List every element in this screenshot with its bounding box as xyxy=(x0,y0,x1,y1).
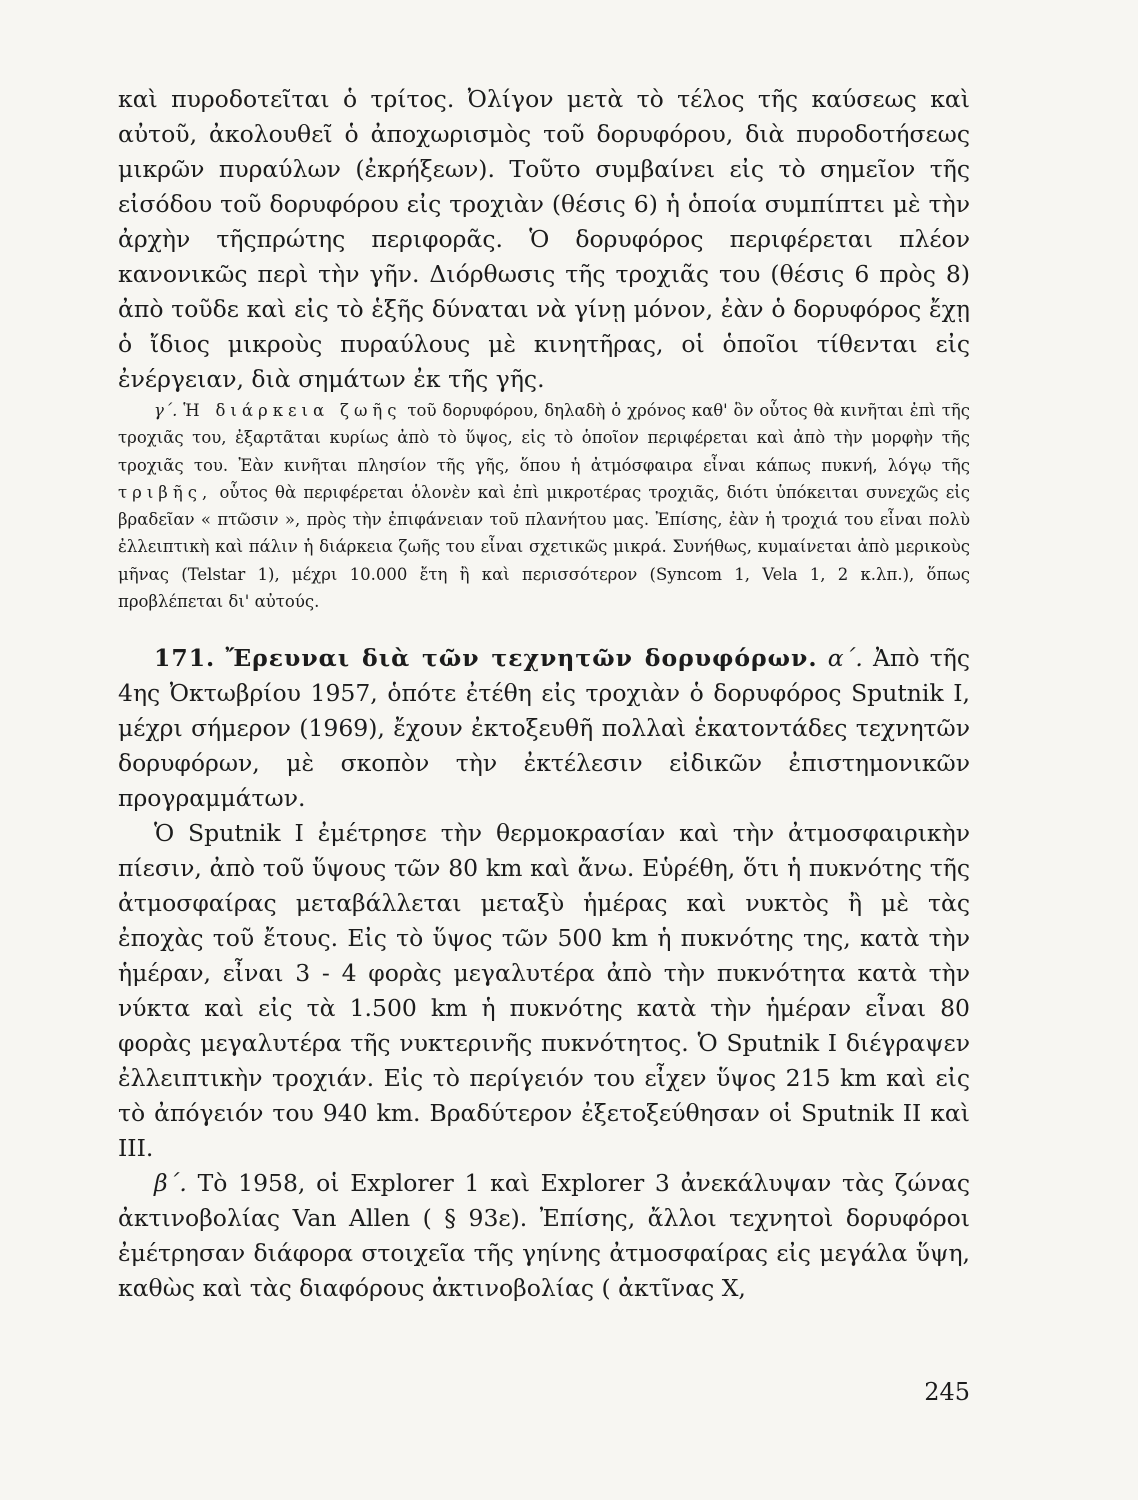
paragraph-lifetime-text: τοῦ δορυφόρου, δηλαδὴ ὁ χρόνος καθ' ὃν οὗτος θὰ κινῆται ἐπὶ τῆς τροχιᾶς του, ἐξαρτᾶται κυρίως ἀπὸ τὸ ὕψος, εἰς τὸ ὁποῖον περιφέρεται καὶ ἀπὸ τὴν μορφὴν τῆς τροχιᾶς του. Ἐὰν κινῆται πλησίον τῆς γῆς, ὅπου ἡ ἀτμόσφαιρα εἶναι κάπως πυκνή, λόγῳ τῆς xyxy=(118,401,970,475)
section-title: Ἔρευναι διὰ τῶν τεχνητῶν δορυφόρων. xyxy=(225,644,818,673)
section-number: 171. xyxy=(154,644,216,673)
paragraph-explorer xyxy=(118,1166,970,1306)
paragraph-label-gamma: γ΄. xyxy=(154,401,178,420)
paragraph-explorer-text: Τὸ 1958, οἱ Explorer 1 καὶ Explorer 3 ἀνεκάλυψαν τὰς ζώνας ἀκτινοβολίας Van Allen ( § 93ε). Ἐπίσης, ἄλλοι τεχνητοὶ δορυφόροι ἐμέτρησαν διάφορα στοιχεῖα τῆς γηίνης ἀτμοσφαίρας εἰς μεγάλα ὕψη, καθὼς καὶ τὰς διαφόρους ἀκτινοβολίας ( ἀκτῖνας X, xyxy=(118,1169,970,1303)
page-number: 245 xyxy=(924,1378,970,1406)
section-171 xyxy=(118,641,970,816)
section-171-text: Ἀπὸ τῆς 4ης Ὀκτωβρίου 1957, ὁπότε ἐτέθη εἰς τροχιὰν ὁ δορυφόρος Sputnik I, μέχρι σήμερον (1969), ἔχουν ἐκτοξευθῆ πολλαὶ ἑκατοντάδες τεχνητῶν δορυφόρων, μὲ σκοπὸν τὴν ἐκτέλεσιν εἰδικῶν ἐπιστημονικῶν προγραμμάτων. xyxy=(118,644,970,813)
paragraph-sputnik: Ὁ Sputnik I ἐμέτρησε τὴν θερμοκρασίαν καὶ τὴν ἀτμοσφαιρικὴν πίεσιν, ἀπὸ τοῦ ὕψους τῶν 80 km καὶ ἄνω. Εὑρέθη, ὅτι ἡ πυκνότης τῆς ἀτμοσφαίρας μεταβάλλεται μεταξὺ ἡμέρας καὶ νυκτὸς ἢ μὲ τὰς ἐποχὰς τοῦ ἔτους. Εἰς τὸ ὕψος τῶν 500 km ἡ πυκνότης της, κατὰ τὴν ἡμέραν, εἶναι 3 - 4 φορὰς μεγαλυτέρα ἀπὸ τὴν πυκνότητα κατὰ τὴν νύκτα καὶ εἰς τὰ 1.500 km ἡ πυκνότης κατὰ τὴν ἡμέραν εἶναι 80 φορὰς μεγαλυτέρα τῆς νυκτερινῆς πυκνότητος. Ὁ Sputnik I διέγραψεν ἐλλειπτικὴν τροχιάν. Εἰς τὸ περίγειόν του εἶχεν ὕψος 215 km καὶ εἰς τὸ ἀπόγειόν του 940 km. Βραδύτερον ἐξετοξεύθησαν οἱ Sputnik II καὶ III. xyxy=(118,819,970,1163)
subsection-label-alpha: α΄. xyxy=(827,644,863,673)
paragraph-label-beta: β΄. xyxy=(154,1169,187,1198)
term-friction: τριβῆς, xyxy=(118,482,213,502)
paragraph-lifetime-text-2: οὗτος θὰ περιφέρεται ὁλονὲν καὶ ἐπὶ μικροτέρας τροχιᾶς, διότι ὑπόκειται συνεχῶς εἰς βραδεῖαν « πτῶσιν », πρὸς τὴν ἐπιφάνειαν τοῦ πλανήτου μας. Ἐπίσης, ἐὰν ἡ τροχιά του εἶναι πολὺ ἐλλειπτικὴ καὶ πάλιν ἡ διάρκεια ζωῆς του εἶναι σχετικῶς μικρά. Συνήθως, κυμαίνεται ἀπὸ μερικοὺς μῆνας (Telstar 1), μέχρι 10.000 ἔτη ἢ καὶ περισσότερον (Syncom 1, Vela 1, 2 κ.λπ.), ὅπως προβλέπεται δι' αὐτούς. xyxy=(118,482,971,612)
term-lifetime: Ἡ διάρκεια ζωῆς xyxy=(183,401,402,420)
page-body xyxy=(118,82,970,1306)
paragraph-lifetime xyxy=(118,397,970,615)
paragraph-continuation: καὶ πυροδοτεῖται ὁ τρίτος. Ὀλίγον μετὰ τὸ τέλος τῆς καύσεως καὶ αὐτοῦ, ἀκολουθεῖ ὁ ἀποχωρισμὸς τοῦ δορυφόρου, διὰ πυροδοτήσεως μικρῶν πυραύλων (ἐκρήξεων). Τοῦτο συμβαίνει εἰς τὸ σημεῖον τῆς εἰσόδου τοῦ δορυφόρου εἰς τροχιὰν (θέσις 6) ἡ ὁποία συμπίπτει μὲ τὴν ἀρχὴν τῆςπρώτης περιφορᾶς. Ὁ δορυφόρος περιφέρεται πλέον κανονικῶς περὶ τὴν γῆν. Διόρθωσις τῆς τροχιᾶς του (θέσις 6 πρὸς 8) ἀπὸ τοῦδε καὶ εἰς τὸ ἑξῆς δύναται νὰ γίνῃ μόνον, ἐὰν ὁ δορυφόρος ἔχῃ ὁ ἴδιος μικροὺς πυραύλους μὲ κινητῆρας, οἱ ὁποῖοι τίθενται εἰς ἐνέργειαν, διὰ σημάτων ἐκ τῆς γῆς. xyxy=(118,85,970,393)
